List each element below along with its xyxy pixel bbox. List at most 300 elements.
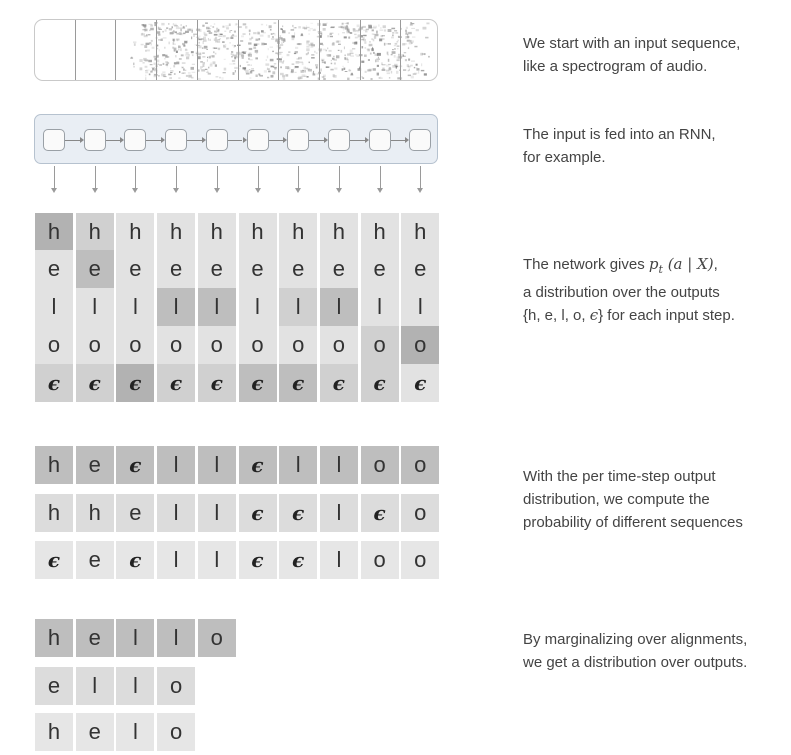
output-cell: h <box>35 713 73 751</box>
spectrogram-texture <box>150 28 154 31</box>
spectrogram-texture <box>338 50 340 51</box>
distribution-cell: l <box>279 288 317 326</box>
spectrogram-texture <box>173 23 174 25</box>
spectrogram-texture <box>292 25 294 27</box>
marginal-description-line1: By marginalizing over alignments, <box>523 631 748 648</box>
spectrogram-image <box>35 20 437 80</box>
rnn-description <box>523 123 716 169</box>
rnn-link-arrow <box>391 140 406 141</box>
spectrogram-texture <box>134 43 136 46</box>
spectrogram-texture <box>224 31 226 32</box>
spectrogram-texture <box>303 76 307 77</box>
distribution-cell: e <box>361 250 399 288</box>
spectrogram-texture <box>166 64 169 65</box>
spectrogram-texture <box>365 71 367 73</box>
spectrogram-frame-divider <box>197 20 198 80</box>
spectrogram-texture <box>210 62 212 64</box>
spectrogram-texture <box>147 50 150 52</box>
spectrogram-texture <box>215 53 217 55</box>
spectrogram-texture <box>256 53 258 54</box>
spectrogram-texture <box>368 59 370 61</box>
spectrogram-texture <box>149 74 151 76</box>
spectrogram-texture <box>281 57 282 59</box>
spectrogram-texture <box>355 54 356 56</box>
spectrogram-texture <box>202 52 205 54</box>
output-arrow <box>217 166 218 188</box>
spectrogram-texture <box>364 55 367 57</box>
spectrogram-texture <box>225 44 226 47</box>
spectrogram-texture <box>160 39 163 40</box>
spectrogram-texture <box>282 26 283 28</box>
output-arrowhead <box>214 188 220 193</box>
spectrogram-texture <box>327 48 328 50</box>
output-arrowhead <box>92 188 98 193</box>
distribution-cell: e <box>198 250 236 288</box>
output-cell: o <box>157 667 195 705</box>
spectrogram-texture <box>229 30 231 33</box>
output-arrowhead <box>417 188 423 193</box>
rnn-cell <box>328 129 350 151</box>
alignment-cell: ϵ <box>279 541 317 579</box>
spectrogram-texture <box>212 26 214 28</box>
spectrogram-texture <box>344 26 348 27</box>
spectrogram-texture <box>177 39 179 41</box>
spectrogram-texture <box>308 52 309 55</box>
spectrogram-texture <box>324 61 326 63</box>
spectrogram-texture <box>178 48 179 50</box>
distribution-cell: l <box>116 288 154 326</box>
spectrogram-texture <box>391 54 393 55</box>
spectrogram-texture <box>334 68 337 70</box>
spectrogram-texture <box>249 77 251 78</box>
spectrogram-texture <box>395 43 398 45</box>
spectrogram-texture <box>219 77 220 79</box>
spectrogram-texture <box>272 51 273 52</box>
spectrogram-texture <box>242 57 244 59</box>
spectrogram-texture <box>162 71 165 73</box>
spectrogram-texture <box>151 40 153 42</box>
spectrogram-texture <box>428 56 430 58</box>
spectrogram-texture <box>145 29 147 32</box>
spectrogram-texture <box>251 68 254 70</box>
spectrogram-texture <box>204 47 208 49</box>
spectrogram-texture <box>203 37 206 40</box>
spectrogram-texture <box>374 36 376 39</box>
alignment-cell: ϵ <box>239 446 277 484</box>
spectrogram-texture <box>378 57 379 59</box>
spectrogram-texture <box>192 54 194 56</box>
spectrogram-texture <box>173 42 175 45</box>
distribution-cell: e <box>35 250 73 288</box>
spectrogram-texture <box>179 71 180 73</box>
distribution-cell: h <box>401 213 439 251</box>
distribution-cell: h <box>198 213 236 251</box>
spectrogram-texture <box>368 26 372 29</box>
spectrogram-texture <box>203 41 204 44</box>
spectrogram-texture <box>388 43 391 44</box>
alignment-cell: e <box>76 446 114 484</box>
distribution-cell: ϵ <box>198 364 236 402</box>
spectrogram-texture <box>344 36 347 38</box>
alignment-cell: ϵ <box>361 494 399 532</box>
spectrogram-texture <box>410 65 413 67</box>
rnn-link-arrow <box>269 140 284 141</box>
output-cell: l <box>76 667 114 705</box>
spectrogram-texture <box>181 24 182 26</box>
spectrogram-texture <box>174 62 177 64</box>
distribution-cell: ϵ <box>157 364 195 402</box>
spectrogram-texture <box>203 64 205 67</box>
spectrogram-texture <box>355 37 358 39</box>
spectrogram-texture <box>292 35 295 37</box>
spectrogram-frame-divider <box>278 20 279 80</box>
alignment-cell: e <box>116 494 154 532</box>
spectrogram-texture <box>384 43 386 46</box>
spectrogram-texture <box>174 44 175 45</box>
spectrogram-texture <box>157 55 158 58</box>
spectrogram-texture <box>213 51 214 53</box>
spectrogram-texture <box>146 34 147 35</box>
distribution-cell: h <box>116 213 154 251</box>
spectrogram-texture <box>350 55 354 56</box>
spectrogram-texture <box>345 55 346 57</box>
alignment-cell: ϵ <box>239 541 277 579</box>
output-arrowhead <box>173 188 179 193</box>
spectrogram-texture <box>202 56 205 57</box>
spectrogram-texture <box>372 29 374 31</box>
spectrogram-texture <box>266 24 267 26</box>
spectrogram-texture <box>295 47 298 49</box>
rnn-cell <box>409 129 431 151</box>
spectrogram-texture <box>259 75 263 77</box>
spectrogram-texture <box>281 38 285 41</box>
spectrogram-texture <box>388 29 392 32</box>
distribution-cell: e <box>279 250 317 288</box>
spectrogram-texture <box>240 65 241 67</box>
spectrogram-texture <box>272 71 275 74</box>
spectrogram-texture <box>229 42 230 43</box>
alignment-cell: o <box>401 446 439 484</box>
spectrogram-texture <box>191 51 194 53</box>
spectrogram-texture <box>219 48 220 50</box>
spectrogram-texture <box>209 39 211 41</box>
spectrogram-frame-divider <box>115 20 116 80</box>
spectrogram-texture <box>208 67 209 69</box>
spectrogram-texture <box>420 53 423 56</box>
rnn-cell <box>84 129 106 151</box>
spectrogram-texture <box>273 67 277 68</box>
spectrogram-texture <box>351 73 353 75</box>
spectrogram-texture <box>347 78 349 80</box>
spectrogram-texture <box>384 29 386 31</box>
spectrogram-input <box>34 19 438 81</box>
spectrogram-texture <box>376 59 380 60</box>
distribution-cell: e <box>239 250 277 288</box>
alignment-cell: h <box>76 494 114 532</box>
output-arrowhead <box>377 188 383 193</box>
distribution-cell: l <box>35 288 73 326</box>
distribution-cell: ϵ <box>320 364 358 402</box>
spectrogram-texture <box>280 73 284 75</box>
spectrogram-texture <box>349 69 350 72</box>
spectrogram-texture <box>396 71 398 74</box>
input-description <box>523 32 740 78</box>
spectrogram-texture <box>226 48 228 50</box>
rnn-cell <box>165 129 187 151</box>
spectrogram-texture <box>245 26 247 28</box>
spectrogram-texture <box>176 51 178 53</box>
spectrogram-texture <box>235 70 236 72</box>
spectrogram-texture <box>326 54 329 56</box>
spectrogram-texture <box>348 37 350 39</box>
spectrogram-texture <box>387 72 390 74</box>
spectrogram-texture <box>162 31 164 33</box>
spectrogram-texture <box>294 53 296 54</box>
spectrogram-texture <box>306 53 308 55</box>
spectrogram-texture <box>333 56 335 57</box>
spectrogram-texture <box>326 50 328 52</box>
spectrogram-texture <box>157 48 158 50</box>
spectrogram-texture <box>380 77 381 78</box>
spectrogram-texture <box>415 67 418 68</box>
spectrogram-texture <box>321 69 322 72</box>
spectrogram-texture <box>316 53 318 54</box>
spectrogram-texture <box>248 42 251 44</box>
rnn-cell <box>287 129 309 151</box>
spectrogram-texture <box>174 25 178 26</box>
spectrogram-texture <box>266 59 267 61</box>
spectrogram-texture <box>270 59 274 62</box>
spectrogram-texture <box>173 65 175 67</box>
rnn-cell <box>124 129 146 151</box>
distribution-cell: h <box>361 213 399 251</box>
spectrogram-frame-divider <box>319 20 320 80</box>
spectrogram-texture <box>179 58 182 60</box>
spectrogram-texture <box>382 64 386 65</box>
spectrogram-texture <box>208 38 209 41</box>
spectrogram-texture <box>204 32 206 35</box>
spectrogram-texture <box>314 51 315 53</box>
spectrogram-texture <box>298 26 301 28</box>
spectrogram-texture <box>338 26 342 28</box>
spectrogram-frame-divider <box>75 20 76 80</box>
spectrogram-texture <box>133 63 134 66</box>
spectrogram-texture <box>218 36 222 37</box>
spectrogram-texture <box>241 35 244 37</box>
rnn-cell <box>206 129 228 151</box>
network-description <box>523 253 735 327</box>
spectrogram-texture <box>323 49 326 51</box>
spectrogram-texture <box>372 47 373 49</box>
spectrogram-texture <box>197 78 201 80</box>
spectrogram-texture <box>280 35 282 37</box>
spectrogram-texture <box>223 45 225 47</box>
spectrogram-texture <box>291 29 295 31</box>
spectrogram-texture <box>255 50 258 53</box>
spectrogram-texture <box>174 48 177 51</box>
spectrogram-texture <box>326 66 330 68</box>
spectrogram-texture <box>130 57 133 59</box>
spectrogram-texture <box>320 35 322 38</box>
spectrogram-texture <box>342 32 345 33</box>
spectrogram-texture <box>387 52 389 55</box>
spectrogram-texture <box>411 28 415 29</box>
spectrogram-texture <box>366 29 369 31</box>
spectrogram-texture <box>179 27 182 29</box>
spectrogram-texture <box>313 73 316 75</box>
spectrogram-texture <box>161 23 164 26</box>
spectrogram-texture <box>421 63 422 66</box>
spectrogram-texture <box>182 27 185 29</box>
distribution-cell: ϵ <box>279 364 317 402</box>
spectrogram-texture <box>408 32 412 34</box>
spectrogram-texture <box>362 26 366 28</box>
distribution-cell: o <box>239 326 277 364</box>
spectrogram-texture <box>327 35 329 37</box>
spectrogram-texture <box>158 27 159 29</box>
spectrogram-texture <box>270 47 273 48</box>
alignment-cell: o <box>401 541 439 579</box>
spectrogram-texture <box>222 41 225 43</box>
distribution-cell: h <box>35 213 73 251</box>
spectrogram-texture <box>303 67 306 69</box>
spectrogram-texture <box>216 76 219 77</box>
spectrogram-texture <box>287 54 290 56</box>
spectrogram-texture <box>231 51 232 52</box>
spectrogram-texture <box>292 38 295 41</box>
spectrogram-texture <box>166 27 168 29</box>
spectrogram-texture <box>274 63 276 65</box>
spectrogram-texture <box>391 37 394 39</box>
spectrogram-texture <box>271 38 274 39</box>
spectrogram-texture <box>251 65 252 66</box>
spectrogram-texture <box>274 23 277 24</box>
spectrogram-texture <box>186 57 189 60</box>
distribution-cell: ϵ <box>116 364 154 402</box>
spectrogram-texture <box>405 59 407 61</box>
spectrogram-texture <box>193 35 194 37</box>
spectrogram-frame-divider <box>238 20 239 80</box>
spectrogram-texture <box>407 40 410 42</box>
spectrogram-texture <box>133 41 136 43</box>
spectrogram-texture <box>269 25 272 28</box>
spectrogram-texture <box>392 51 396 54</box>
spectrogram-texture <box>243 33 246 34</box>
spectrogram-texture <box>210 55 213 57</box>
spectrogram-texture <box>140 67 143 70</box>
spectrogram-texture <box>158 39 160 41</box>
alignment-cell: l <box>198 494 236 532</box>
spectrogram-texture <box>388 54 389 55</box>
spectrogram-texture <box>292 71 293 73</box>
spectrogram-texture <box>408 70 409 71</box>
spectrogram-texture <box>338 33 339 35</box>
spectrogram-texture <box>183 68 185 70</box>
spectrogram-texture <box>373 26 377 29</box>
spectrogram-texture <box>243 51 247 53</box>
spectrogram-texture <box>216 28 218 30</box>
spectrogram-texture <box>362 46 364 48</box>
rnn-link-arrow <box>187 140 202 141</box>
spectrogram-texture <box>338 44 341 45</box>
spectrogram-texture <box>169 77 172 79</box>
spectrogram-texture <box>355 42 357 43</box>
spectrogram-texture <box>256 75 258 78</box>
spectrogram-texture <box>330 34 332 36</box>
spectrogram-texture <box>392 32 394 33</box>
spectrogram-texture <box>200 67 203 68</box>
spectrogram-texture <box>180 48 181 51</box>
spectrogram-texture <box>365 47 367 49</box>
spectrogram-texture <box>373 68 376 71</box>
spectrogram-texture <box>178 77 180 79</box>
spectrogram-texture <box>343 28 344 30</box>
rnn-link-arrowhead <box>243 137 247 143</box>
alignment-cell: l <box>198 541 236 579</box>
spectrogram-texture <box>161 74 163 75</box>
spectrogram-texture <box>164 47 165 49</box>
spectrogram-texture <box>295 72 297 73</box>
spectrogram-texture <box>149 42 151 44</box>
spectrogram-texture <box>379 39 382 42</box>
distribution-cell: ϵ <box>76 364 114 402</box>
spectrogram-texture <box>168 74 171 76</box>
spectrogram-texture <box>192 64 195 65</box>
network-description-line2: a distribution over the outputs <box>523 284 720 301</box>
spectrogram-texture <box>348 31 349 33</box>
spectrogram-texture <box>229 24 231 27</box>
spectrogram-texture <box>258 73 260 75</box>
spectrogram-texture <box>397 48 399 49</box>
spectrogram-texture <box>391 28 395 30</box>
spectrogram-texture <box>261 43 264 46</box>
spectrogram-texture <box>243 54 245 57</box>
output-arrowhead <box>51 188 57 193</box>
output-arrowhead <box>336 188 342 193</box>
output-arrow <box>95 166 96 188</box>
distribution-cell: o <box>35 326 73 364</box>
spectrogram-texture <box>421 70 425 71</box>
spectrogram-texture <box>175 31 178 33</box>
spectrogram-texture <box>425 37 428 39</box>
spectrogram-texture <box>257 32 260 34</box>
spectrogram-texture <box>207 59 208 61</box>
spectrogram-texture <box>405 30 406 32</box>
spectrogram-texture <box>416 68 419 71</box>
spectrogram-texture <box>412 37 415 38</box>
spectrogram-texture <box>361 35 363 38</box>
spectrogram-texture <box>198 29 201 32</box>
spectrogram-texture <box>336 55 339 58</box>
spectrogram-texture <box>256 44 260 45</box>
spectrogram-texture <box>249 48 253 50</box>
spectrogram-texture <box>342 68 344 70</box>
spectrogram-texture <box>141 44 144 46</box>
spectrogram-texture <box>313 30 316 31</box>
spectrogram-texture <box>145 66 148 68</box>
rnn-cell <box>247 129 269 151</box>
spectrogram-texture <box>249 69 250 70</box>
input-description-line2: like a spectrogram of audio. <box>523 58 708 75</box>
spectrogram-texture <box>306 42 309 45</box>
distribution-cell: o <box>361 326 399 364</box>
spectrogram-texture <box>371 78 373 80</box>
spectrogram-texture <box>353 28 356 31</box>
spectrogram-texture <box>282 61 284 63</box>
distribution-cell: ϵ <box>35 364 73 402</box>
spectrogram-texture <box>410 24 413 25</box>
spectrogram-texture <box>389 67 391 70</box>
